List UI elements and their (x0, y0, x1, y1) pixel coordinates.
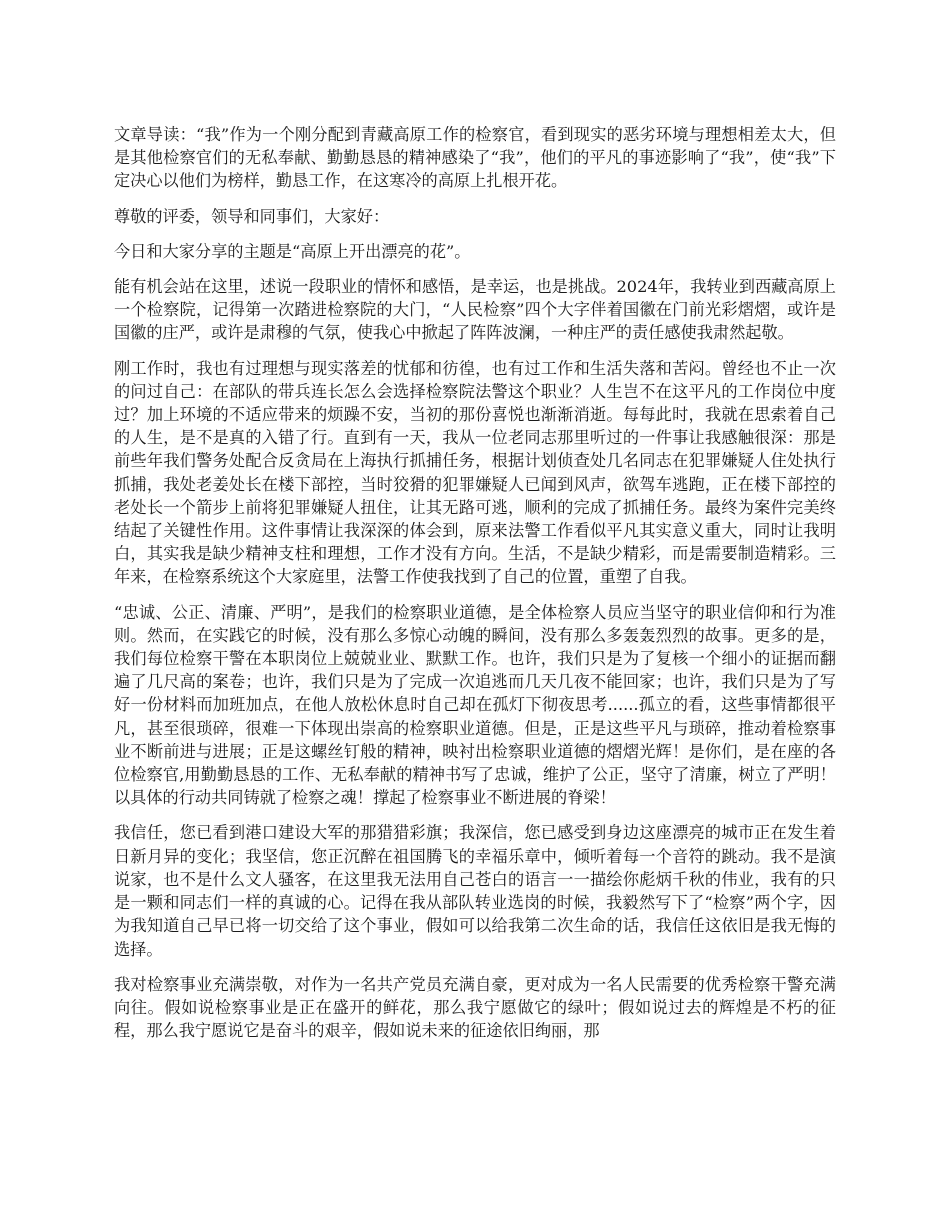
theme-paragraph: 今日和大家分享的主题是“高原上开出漂亮的花”。 (114, 241, 471, 261)
body-paragraph: 能有机会站在这里，述说一段职业的情怀和感悟，是幸运，也是挑战。2024年，我转业到西藏高原上一个检察院，记得第一次踏进检察院的大门，“人民检察”四个大字伴着国徽在门前光彩熠熠，或许是国徽的庄严，或许是肃穆的气氛，使我心中掀起了阵阵波澜，一种庄严的责任感使我肃然起敬。 (114, 277, 836, 343)
body-paragraph: 我对检察事业充满崇敬，对作为一名共产党员充满自豪，更对成为一名人民需要的优秀检察干警充满向往。假如说检察事业是正在盛开的鲜花，那么我宁愿做它的绿叶；假如说过去的辉煌是不朽的征程，那么我宁愿说它是奋斗的艰辛，假如说未来的征途依旧绚丽，那 (114, 974, 836, 1041)
body-paragraph: “忠诚、公正、清廉、严明”，是我们的检察职业道德，是全体检察人员应当坚守的职业信仰和行为准则。然而，在实践它的时候，没有那么多惊心动魄的瞬间，没有那么多轰轰烈烈的故事。更多的是，我们每位检察干警在本职岗位上兢兢业业、默默工作。也许，我们只是为了复核一个细小的证据而翻遍了几尺高的案卷；也许，我们只是为了完成一次追逃而几天几夜不能回家；也许，我们只是为了写好一份材料而加班加点，在他人放松休息时自己却在孤灯下彻夜思考......孤立的看，这些事情都很平凡，甚至很琐碎，很难一下体现出崇高的检察职业道德。但是，正是这些平凡与琐碎，推动着检察事业不断前进与进展；正是这螺丝钉般的精神，映衬出检察职业道德的熠熠光辉！是你们，是在座的各位检察官,用勤勤恳恳的工作、无私奉献的精神书写了忠诚，维护了公正，坚守了清廉，树立了严明！以具体的行动共同铸就了检察之魂！撑起了检察事业不断进展的脊梁！ (114, 602, 836, 808)
document-page (114, 123, 836, 1054)
body-paragraph: 我信任，您已看到港口建设大军的那猎猎彩旗；我深信，您已感受到身边这座漂亮的城市正在发生着日新月异的变化；我坚信，您正沉醉在祖国腾飞的幸福乐章中，倾听着每一个音符的跳动。我不是演说家，也不是什么文人骚客，在这里我无法用自己苍白的语言一一描绘你彪炳千秋的伟业，我有的只是一颗和同志们一样的真诚的心。记得在我从部队转业选岗的时候，我毅然写下了“检察”两个字，因为我知道自己早已将一切交给了这个事业，假如可以给我第二次生命的话，我信任这依旧是我无悔的选择。 (114, 823, 836, 959)
salutation-paragraph: 尊敬的评委，领导和同事们，大家好： (114, 206, 390, 226)
intro-paragraph: 文章导读：“我”作为一个刚分配到青藏高原工作的检察官，看到现实的恶劣环境与理想相差太大，但是其他检察官们的无私奉献、勤勤恳恳的精神感染了“我”，他们的平凡的事迹影响了“我”，使“我”下定决心以他们为榜样，勤恳工作，在这寒冷的高原上扎根开花。 (114, 125, 836, 191)
body-paragraph: 刚工作时，我也有过理想与现实落差的忧郁和彷徨，也有过工作和生活失落和苦闷。曾经也不止一次的问过自己：在部队的带兵连长怎么会选择检察院法警这个职业？人生岂不在这平凡的工作岗位中度过？加上环境的不适应带来的烦躁不安，当初的那份喜悦也渐渐消逝。每每此时，我就在思索着自己的人生，是不是真的入错了行。直到有一天，我从一位老同志那里听过的一件事让我感触很深：那是前些年我们警务处配合反贪局在上海执行抓捕任务，根据计划侦查处几名同志在犯罪嫌疑人住处执行抓捕，我处老姜处长在楼下部控，当时狡猾的犯罪嫌疑人已闻到风声，欲驾车逃跑，正在楼下部控的老处长一个箭步上前将犯罪嫌疑人扭住，让其无路可逃，顺利的完成了抓捕任务。最终为案件完美终结起了关键性作用。这件事情让我深深的体会到，原来法警工作看似平凡其实意义重大，同时让我明白，其实我是缺少精神支柱和理想，工作才没有方向。生活，不是缺少精彩，而是需要制造精彩。三年来，在检察系统这个大家庭里，法警工作使我找到了自己的位置，重塑了自我。 (114, 358, 836, 587)
